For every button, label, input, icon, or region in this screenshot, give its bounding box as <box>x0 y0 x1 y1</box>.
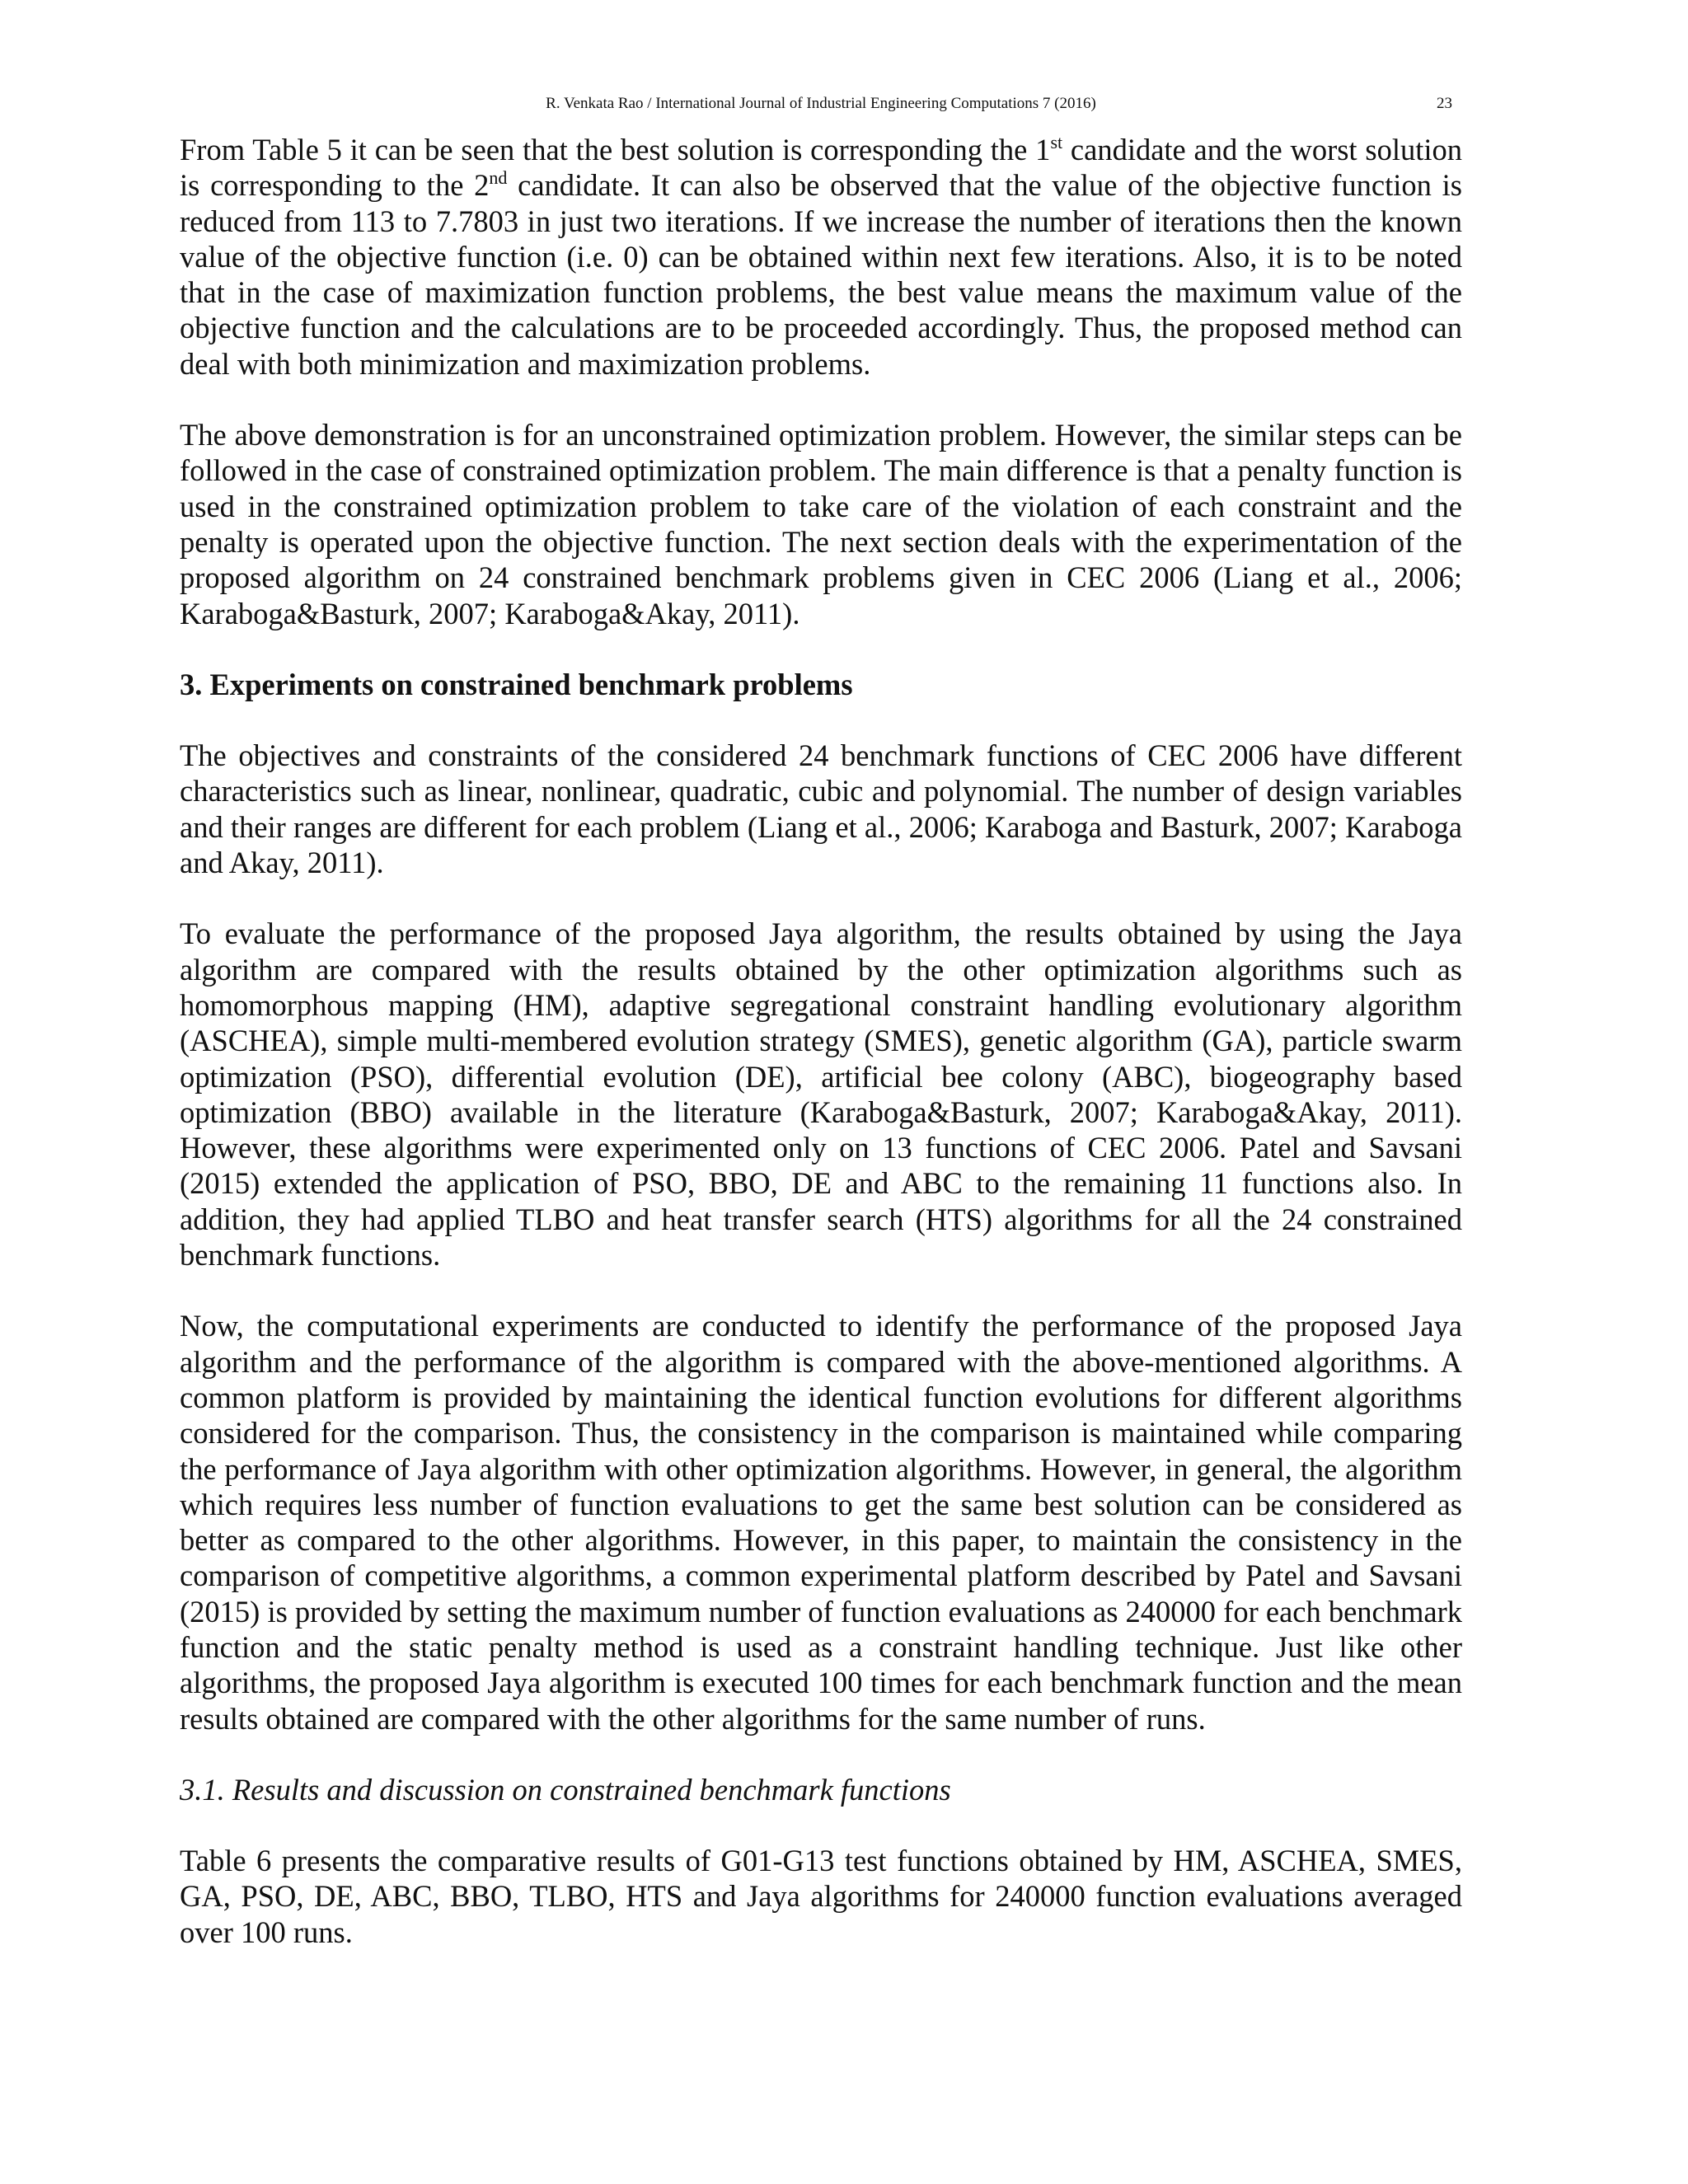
superscript-st: st <box>1050 132 1063 152</box>
subsection-heading-results: 3.1. Results and discussion on constrained benchmark functions <box>180 1772 951 1807</box>
paragraph-benchmark-characteristics: The objectives and constraints of the considered 24 benchmark functions of CEC 2006 have different characteristics such as linear, nonlinear, quadratic, cubic and polynomial. The number of design variables and their ranges are different for each problem (Liang et al., 2006; Karaboga and Basturk, 2007; Karaboga and Akay, 2011). <box>180 738 1462 880</box>
paragraph-text: candidate. It can also be observed that the value of the objective function is reduced from 113 to 7.7803 in just two iterations. If we increase the number of iterations then the known value of the objective function (i.e. 0) can be obtained within next few iterations. Also, it is to be noted that in the case of maximization function problems, the best value means the maximum value of the objective function and the calculations are to be proceeded accordingly. Thus, the proposed method can deal with both minimization and maximization problems. <box>180 168 1462 381</box>
paragraph-table5-discussion <box>180 132 1462 382</box>
paragraph-text: candidate and the worst solution is corresponding to the 2 <box>180 133 1462 203</box>
article-body <box>180 132 1462 1985</box>
journal-page <box>180 0 1462 2184</box>
running-title: R. Venkata Rao / International Journal of Industrial Engineering Computations 7 (2016) <box>546 95 1096 112</box>
running-header <box>180 92 1462 115</box>
paragraph-computational-experiments: Now, the computational experiments are conducted to identify the performance of the proposed Jaya algorithm and the performance of the algorithm is compared with the above-mentioned algorithms. A common platform is provided by maintaining the identical function evolutions for different algorithms considered for the comparison. Thus, the consistency in the comparison is maintained while comparing the performance of Jaya algorithm with other optimization algorithms. However, in general, the algorithm which requires less number of function evaluations to get the same best solution can be considered as better as compared to the other algorithms. However, in this paper, to maintain the consistency in the comparison of competitive algorithms, a common experimental platform described by Patel and Savsani (2015) is provided by setting the maximum number of function evaluations as 240000 for each benchmark function and the static penalty method is used as a constraint handling technique. Just like other algorithms, the proposed Jaya algorithm is executed 100 times for each benchmark function and the mean results obtained are compared with the other algorithms for the same number of runs. <box>180 1309 1462 1736</box>
paragraph-text: From Table 5 it can be seen that the best solution is corresponding the 1 <box>180 133 1051 166</box>
superscript-nd: nd <box>489 167 508 189</box>
paragraph-constrained-optimization: The above demonstration is for an unconstrained optimization problem. However, the similar steps can be followed in the case of constrained optimization problem. The main difference is that a penalty function is used in the constrained optimization problem to take care of the violation of each constraint and the penalty is operated upon the objective function. The next section deals with the experimentation of the proposed algorithm on 24 constrained benchmark problems given in CEC 2006 (Liang et al., 2006; Karaboga&Basturk, 2007; Karaboga&Akay, 2011). <box>180 418 1462 630</box>
section-heading-experiments: 3. Experiments on constrained benchmark problems <box>180 667 853 701</box>
page-number: 23 <box>1437 95 1452 112</box>
paragraph-algorithm-comparison: To evaluate the performance of the proposed Jaya algorithm, the results obtained by using the Jaya algorithm are compared with the results obtained by the other optimization algorithms such as homomorphous mapping (HM), adaptive segregational constraint handling evolutionary algorithm (ASCHEA), simple multi-membered evolution strategy (SMES), genetic algorithm (GA), particle swarm optimization (PSO), differential evolution (DE), artificial bee colony (ABC), biogeography based optimization (BBO) available in the literature (Karaboga&Basturk, 2007; Karaboga&Akay, 2011). However, these algorithms were experimented only on 13 functions of CEC 2006. Patel and Savsani (2015) extended the application of PSO, BBO, DE and ABC to the remaining 11 functions also. In addition, they had applied TLBO and heat transfer search (HTS) algorithms for all the 24 constrained benchmark functions. <box>180 916 1462 1272</box>
paragraph-table6-intro: Table 6 presents the comparative results of G01-G13 test functions obtained by HM, ASCHEA, SMES, GA, PSO, DE, ABC, BBO, TLBO, HTS and Jaya algorithms for 240000 function evaluations averaged over 100 runs. <box>180 1844 1462 1949</box>
